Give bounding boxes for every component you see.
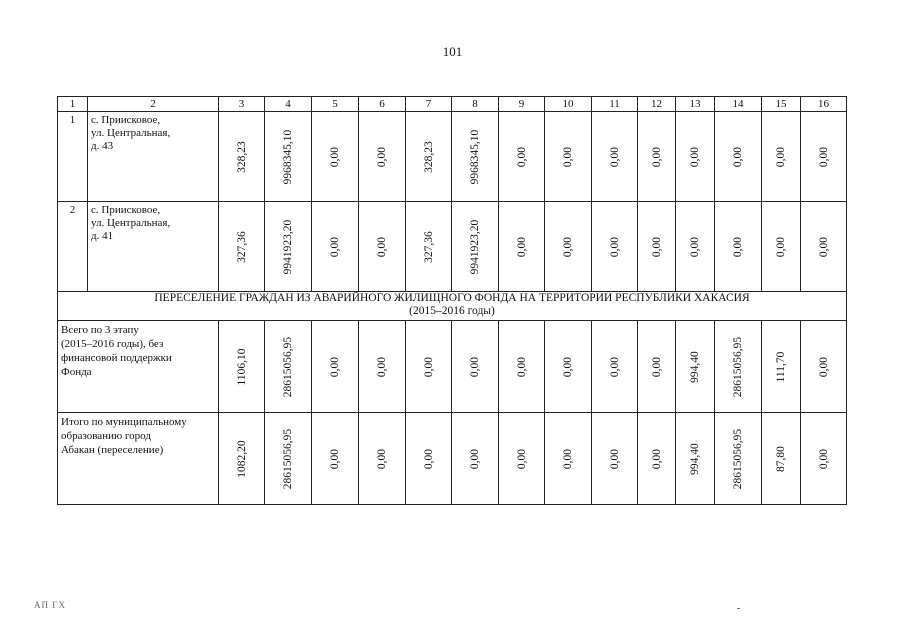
column-number-cell: 3 xyxy=(219,97,265,112)
value-text: 0,00 xyxy=(732,146,744,167)
value-cell xyxy=(801,202,847,292)
address-line: ул. Центральная, xyxy=(91,217,171,229)
value-text: 111,70 xyxy=(775,351,787,382)
value-cell xyxy=(676,202,715,292)
value-cell xyxy=(545,202,592,292)
value-text: 0,00 xyxy=(329,448,341,469)
value-cell xyxy=(312,321,359,413)
address-cell xyxy=(88,202,219,292)
value-cell xyxy=(638,112,676,202)
value-text: 328,23 xyxy=(422,140,435,173)
column-number-cell: 7 xyxy=(406,97,452,112)
value-text: 0,00 xyxy=(689,146,701,167)
value-text: 28615056,95 xyxy=(732,428,744,489)
column-number-cell: 5 xyxy=(312,97,359,112)
table-row xyxy=(58,112,847,202)
value-cell xyxy=(406,321,452,413)
summary-label-line: Абакан (переселение) xyxy=(61,444,164,456)
address-line: с. Приисковое, xyxy=(91,204,161,216)
value-cell xyxy=(499,321,545,413)
summary-row xyxy=(58,413,847,505)
value-text: 994,40 xyxy=(689,442,701,475)
value-cell xyxy=(312,112,359,202)
row-number: 1 xyxy=(58,112,88,202)
value-cell xyxy=(638,321,676,413)
value-text: 0,00 xyxy=(469,448,481,469)
value-cell xyxy=(545,112,592,202)
value-cell xyxy=(452,413,499,505)
value-text: 9968345,10 xyxy=(282,129,294,184)
value-text: 0,00 xyxy=(562,236,574,257)
value-cell xyxy=(312,413,359,505)
value-cell xyxy=(762,321,801,413)
value-text: 0,00 xyxy=(422,448,435,469)
value-cell xyxy=(452,202,499,292)
value-text: 0,00 xyxy=(608,448,621,469)
value-text: 0,00 xyxy=(817,146,830,167)
value-text: 0,00 xyxy=(562,356,574,377)
value-cell xyxy=(801,321,847,413)
address-line: с. Приисковое, xyxy=(91,114,161,126)
value-text: 994,40 xyxy=(689,350,701,383)
value-cell xyxy=(638,413,676,505)
value-text: 328,23 xyxy=(235,140,248,173)
value-cell xyxy=(406,202,452,292)
page-number: 101 xyxy=(442,44,463,59)
summary-label xyxy=(58,321,219,413)
value-cell xyxy=(359,202,406,292)
value-text: 0,00 xyxy=(515,448,528,469)
footer-dot xyxy=(737,608,740,609)
value-cell xyxy=(406,112,452,202)
summary-label-line: Всего по 3 этапу xyxy=(61,324,139,336)
value-cell xyxy=(715,202,762,292)
value-text: 0,00 xyxy=(608,236,621,257)
value-text: 0,00 xyxy=(515,236,528,257)
value-text: 0,00 xyxy=(469,356,481,377)
value-text: 9941923,20 xyxy=(282,219,294,274)
value-cell xyxy=(312,202,359,292)
value-cell xyxy=(265,202,312,292)
value-text: 0,00 xyxy=(817,356,830,377)
column-number-cell: 11 xyxy=(592,97,638,112)
value-cell xyxy=(592,413,638,505)
value-cell xyxy=(499,112,545,202)
value-text: 0,00 xyxy=(562,146,574,167)
value-text: 1082,20 xyxy=(235,439,248,478)
column-number-cell: 6 xyxy=(359,97,406,112)
column-number-cell: 14 xyxy=(715,97,762,112)
value-cell xyxy=(219,112,265,202)
column-number-cell: 15 xyxy=(762,97,801,112)
value-cell xyxy=(592,112,638,202)
value-cell xyxy=(762,413,801,505)
value-cell xyxy=(715,413,762,505)
value-text: 0,00 xyxy=(817,236,830,257)
value-cell xyxy=(359,112,406,202)
data-table xyxy=(57,96,847,505)
value-text: 28615056,95 xyxy=(282,336,294,397)
value-cell xyxy=(676,321,715,413)
value-text: 28615056,95 xyxy=(732,336,744,397)
summary-label-line: Фонда xyxy=(61,366,92,378)
value-cell xyxy=(406,413,452,505)
value-cell xyxy=(762,202,801,292)
value-cell xyxy=(265,413,312,505)
column-number-row xyxy=(58,97,847,112)
column-number-cell: 1 xyxy=(58,97,88,112)
value-text: 0,00 xyxy=(650,146,663,167)
value-text: 0,00 xyxy=(422,356,435,377)
value-text: 0,00 xyxy=(515,356,528,377)
value-cell xyxy=(359,321,406,413)
value-text: 0,00 xyxy=(329,356,341,377)
column-number-cell: 10 xyxy=(545,97,592,112)
value-cell xyxy=(219,321,265,413)
section-header-row xyxy=(58,292,847,321)
value-text: 87,80 xyxy=(775,445,787,472)
value-text: 0,00 xyxy=(376,146,388,167)
column-number-cell: 16 xyxy=(801,97,847,112)
value-cell xyxy=(676,413,715,505)
value-cell xyxy=(676,112,715,202)
value-text: 28615056,95 xyxy=(282,428,294,489)
value-cell xyxy=(265,112,312,202)
column-number-cell: 4 xyxy=(265,97,312,112)
column-number-cell: 12 xyxy=(638,97,676,112)
column-number-cell: 13 xyxy=(676,97,715,112)
table-row xyxy=(58,202,847,292)
value-text: 0,00 xyxy=(689,236,701,257)
value-cell xyxy=(499,413,545,505)
row-number: 2 xyxy=(58,202,88,292)
value-cell xyxy=(715,112,762,202)
value-text: 9968345,10 xyxy=(469,129,481,184)
value-cell xyxy=(638,202,676,292)
column-number-cell: 9 xyxy=(499,97,545,112)
value-cell xyxy=(219,413,265,505)
section-title-line2: (2015–2016 годы) xyxy=(409,305,495,317)
value-cell xyxy=(801,413,847,505)
value-text: 0,00 xyxy=(732,236,744,257)
value-text: 0,00 xyxy=(515,146,528,167)
value-text: 0,00 xyxy=(562,448,574,469)
value-cell xyxy=(452,321,499,413)
footer-mark: АП ГХ xyxy=(34,600,66,610)
value-text: 0,00 xyxy=(608,146,621,167)
value-text: 0,00 xyxy=(329,236,341,257)
value-text: 0,00 xyxy=(817,448,830,469)
value-cell xyxy=(801,112,847,202)
value-cell xyxy=(359,413,406,505)
summary-label-line: (2015–2016 годы), без xyxy=(61,338,164,350)
value-cell xyxy=(545,413,592,505)
value-cell xyxy=(592,321,638,413)
value-text: 0,00 xyxy=(376,448,388,469)
value-cell xyxy=(452,112,499,202)
address-line: ул. Центральная, xyxy=(91,127,171,139)
column-number-cell: 2 xyxy=(88,97,219,112)
value-text: 0,00 xyxy=(329,146,341,167)
value-cell xyxy=(265,321,312,413)
value-cell xyxy=(499,202,545,292)
section-title xyxy=(58,292,847,321)
value-text: 0,00 xyxy=(650,448,663,469)
value-cell xyxy=(762,112,801,202)
value-cell xyxy=(545,321,592,413)
value-cell xyxy=(219,202,265,292)
value-cell xyxy=(592,202,638,292)
value-text: 0,00 xyxy=(376,236,388,257)
section-title-line1: ПЕРЕСЕЛЕНИЕ ГРАЖДАН ИЗ АВАРИЙНОГО ЖИЛИЩНОГО ФОНДА НА ТЕРРИТОРИИ РЕСПУБЛИКИ ХАКАСИЯ xyxy=(154,292,750,304)
summary-label-line: финансовой поддержки xyxy=(61,352,172,364)
address-line: д. 41 xyxy=(91,230,114,242)
summary-label xyxy=(58,413,219,505)
value-text: 0,00 xyxy=(650,356,663,377)
summary-label-line: Итого по муниципальному xyxy=(61,416,187,428)
value-text: 0,00 xyxy=(775,146,787,167)
address-line: д. 43 xyxy=(91,140,114,152)
value-text: 1106,10 xyxy=(235,348,248,385)
address-cell xyxy=(88,112,219,202)
column-number-cell: 8 xyxy=(452,97,499,112)
value-text: 0,00 xyxy=(376,356,388,377)
value-text: 0,00 xyxy=(608,356,621,377)
value-text: 9941923,20 xyxy=(469,219,481,274)
summary-label-line: образованию город xyxy=(61,430,151,442)
summary-row xyxy=(58,321,847,413)
value-text: 0,00 xyxy=(650,236,663,257)
value-text: 327,36 xyxy=(422,230,435,263)
value-text: 0,00 xyxy=(775,236,787,257)
value-cell xyxy=(715,321,762,413)
value-text: 327,36 xyxy=(235,230,248,263)
